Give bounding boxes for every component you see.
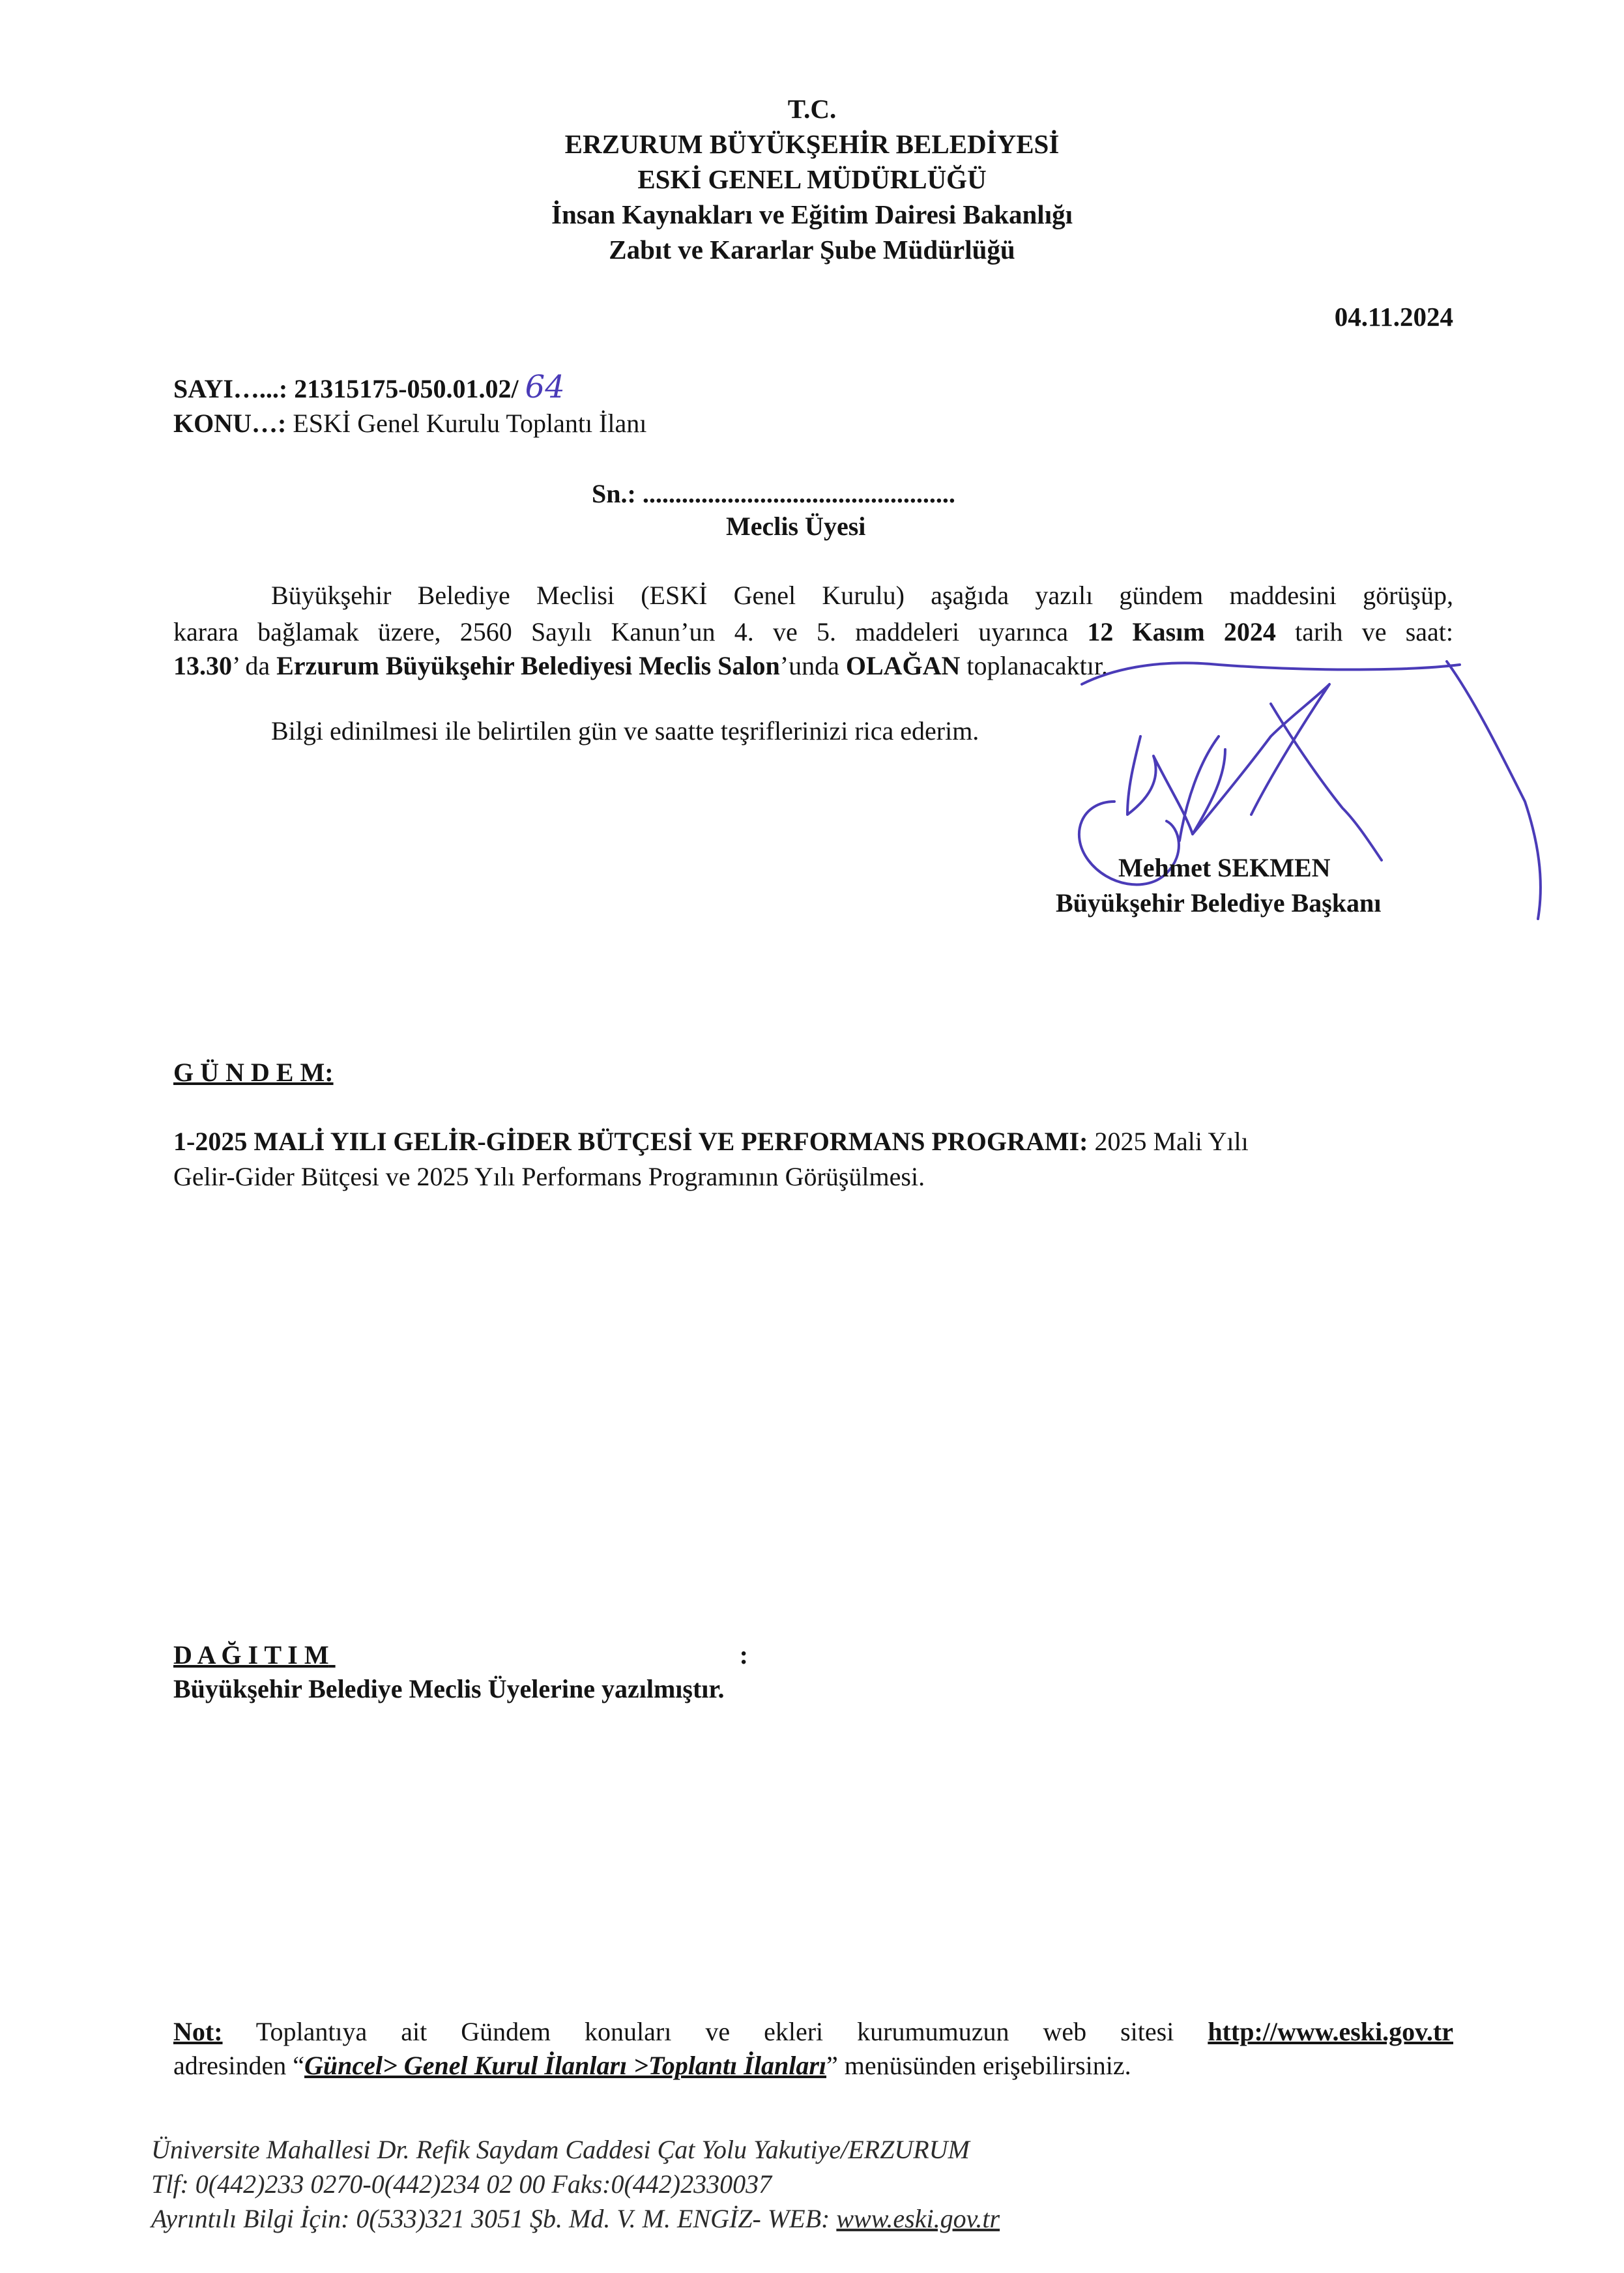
- document-date: 04.11.2024: [1334, 302, 1453, 332]
- agenda-item-line-1: [173, 1123, 1249, 1160]
- note-line-2: [173, 2048, 1131, 2084]
- distribution-colon: :: [739, 1640, 748, 1670]
- signatory-name: Mehmet SEKMEN: [1118, 853, 1331, 882]
- footer-info: [151, 2201, 1000, 2236]
- distribution-heading-line: [173, 1637, 748, 1673]
- note-line-1: [173, 2014, 1453, 2050]
- subject-line: [173, 405, 646, 442]
- body-line-3-f: toplanacaktır.: [960, 651, 1108, 680]
- body-line-3-b: ’ da: [232, 651, 277, 680]
- handwritten-number: 64: [525, 369, 565, 405]
- addressee-label: Sn.:: [592, 479, 636, 508]
- note-label: Not:: [173, 2017, 223, 2046]
- addressee-line: [592, 476, 955, 512]
- agenda-heading: G Ü N D E M:: [173, 1058, 334, 1087]
- footer-address: Üniversite Mahallesi Dr. Refik Saydam Caddesi Çat Yolu Yakutiye/ERZURUM: [151, 2135, 970, 2164]
- sayi-label: SAYI…...:: [173, 374, 288, 403]
- meeting-venue: Erzurum Büyükşehir Belediyesi Meclis Salon: [276, 651, 780, 680]
- note-text-3: ” menüsünden erişebilirsiniz.: [826, 2051, 1131, 2080]
- agenda-item-title: 1-2025 MALİ YILI GELİR-GİDER BÜTÇESİ VE PERFORMANS PROGRAMI:: [173, 1127, 1088, 1156]
- note-text-1: Toplantıya ait Gündem konuları ve ekleri kurumumuzun web sitesi: [222, 2017, 1208, 2046]
- sayi-value: 21315175-050.01.02/: [294, 374, 519, 403]
- footer-web-link[interactable]: www.eski.gov.tr: [836, 2204, 1000, 2233]
- signature-stroke-right: [1447, 661, 1541, 919]
- note-text-2: adresinden “: [173, 2051, 305, 2080]
- agenda-item-line-2: Gelir-Gider Bütçesi ve 2025 Yılı Performans Programının Görüşülmesi.: [173, 1162, 925, 1191]
- meeting-type: OLAĞAN: [845, 651, 961, 680]
- header-tc: T.C.: [787, 94, 837, 124]
- konu-label: KONU…:: [173, 409, 287, 438]
- footer-info-text: Ayrıntılı Bilgi İçin: 0(533)321 3051 Şb. Md. V. M. ENGİZ- WEB:: [151, 2204, 837, 2233]
- header-department: İnsan Kaynakları ve Eğitim Dairesi Bakanlığı: [551, 199, 1073, 229]
- konu-value: ESKİ Genel Kurulu Toplantı İlanı: [293, 409, 647, 438]
- reference-number-line: [173, 369, 565, 407]
- addressee-role: Meclis Üyesi: [726, 512, 866, 541]
- meeting-date: 12 Kasım 2024: [1087, 617, 1276, 646]
- signature-stroke-d: [1271, 704, 1382, 860]
- footer-phone: Tlf: 0(442)233 0270-0(442)234 02 00 Faks:0(442)2330037: [151, 2169, 772, 2199]
- signature-stroke-top: [1082, 663, 1460, 684]
- meeting-time: 13.30: [173, 651, 232, 680]
- header-branch: Zabıt ve Kararlar Şube Müdürlüğü: [609, 235, 1015, 265]
- body-line-2-c: tarih ve saat:: [1275, 617, 1454, 646]
- signatory-title: Büyükşehir Belediye Başkanı: [1056, 888, 1382, 918]
- closing-sentence: Bilgi edinilmesi ile belirtilen gün ve saatte teşriflerinizi rica ederim.: [271, 716, 979, 746]
- header-municipality: ERZURUM BÜYÜKŞEHİR BELEDİYESİ: [564, 129, 1060, 159]
- body-line-2-a: karara bağlamak üzere, 2560 Sayılı Kanun’un 4. ve 5. maddeleri uyarınca: [173, 617, 1088, 646]
- distribution-heading: D A Ğ I T I M: [173, 1640, 329, 1670]
- note-menu-path: Güncel> Genel Kurul İlanları >Toplantı İlanları: [304, 2051, 826, 2080]
- agenda-item-text-1: 2025 Mali Yılı: [1088, 1127, 1249, 1156]
- body-line-1: Büyükşehir Belediye Meclisi (ESKİ Genel Kurulu) aşağıda yazılı gündem maddesini görüşüp,: [271, 581, 1453, 610]
- signature-stroke-c: [1193, 684, 1329, 834]
- distribution-text: Büyükşehir Belediye Meclis Üyelerine yazılmıştır.: [173, 1674, 725, 1703]
- header-directorate: ESKİ GENEL MÜDÜRLÜĞÜ: [637, 164, 987, 194]
- body-line-3-d: ’unda: [779, 651, 846, 680]
- website-link[interactable]: http://www.eski.gov.tr: [1208, 2017, 1453, 2046]
- body-line-3: [173, 648, 1108, 684]
- addressee-dots: ................................................: [642, 479, 955, 508]
